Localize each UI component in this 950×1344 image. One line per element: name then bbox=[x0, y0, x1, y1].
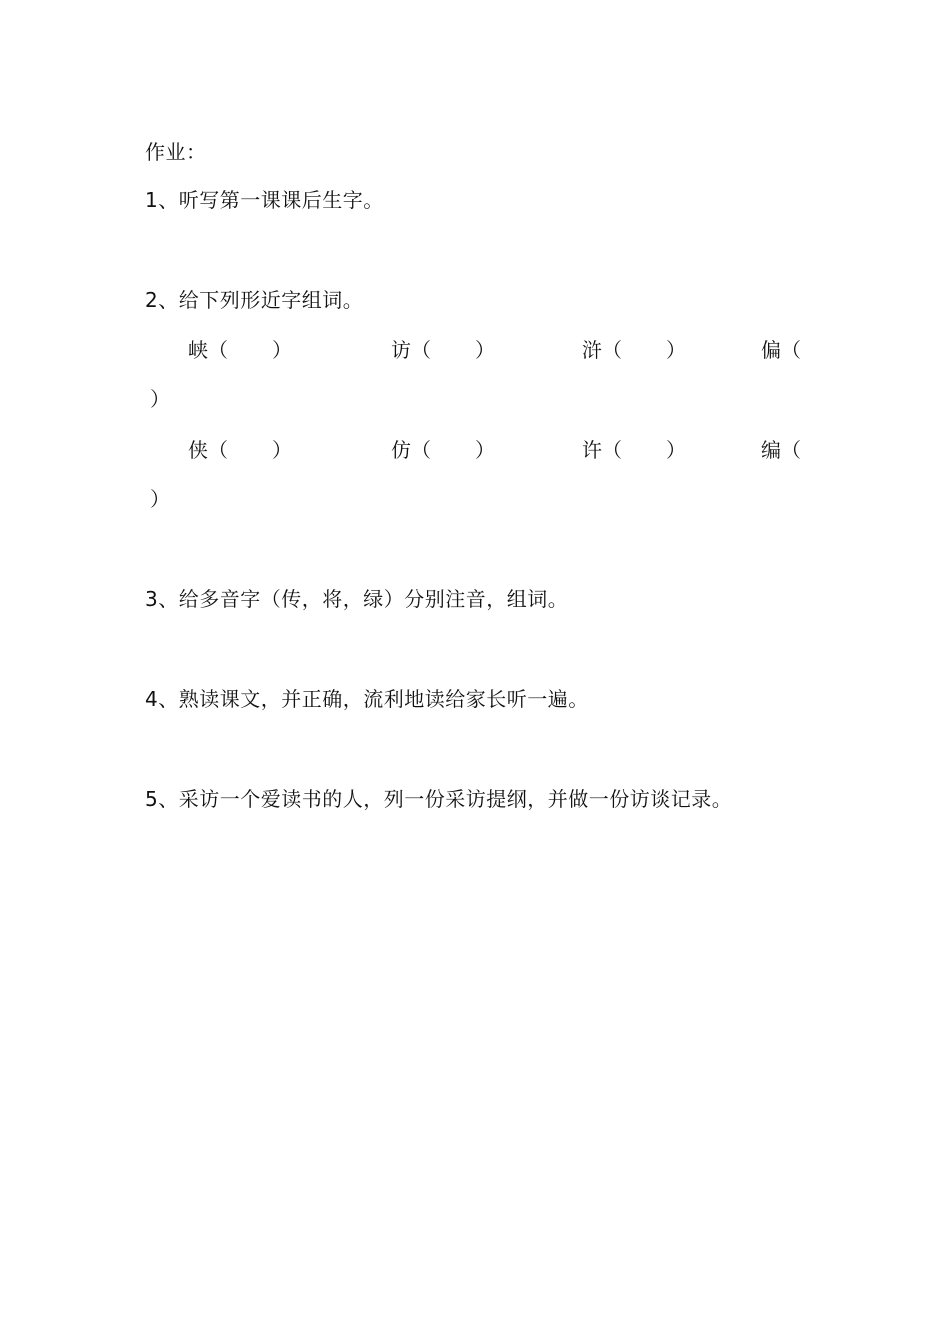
word-group-cell bbox=[761, 337, 801, 363]
close-paren: ） bbox=[475, 338, 495, 362]
character: 许 bbox=[582, 438, 602, 462]
homework-item-3: 3、给多音字（传，将，绿）分别注音，组词。 bbox=[145, 587, 569, 611]
open-paren: （ bbox=[411, 338, 431, 362]
word-group-cell bbox=[391, 437, 495, 463]
open-paren: （ bbox=[602, 338, 622, 362]
word-group-cell bbox=[188, 437, 292, 463]
open-paren: （ bbox=[602, 438, 622, 462]
open-paren: （ bbox=[781, 338, 801, 362]
word-group-cell bbox=[582, 437, 686, 463]
close-paren: ） bbox=[475, 438, 495, 462]
word-group-cell bbox=[582, 337, 686, 363]
character: 访 bbox=[391, 338, 411, 362]
homework-heading: 作业： bbox=[145, 140, 207, 164]
close-paren: ） bbox=[272, 338, 292, 362]
character: 侠 bbox=[188, 438, 208, 462]
homework-item-2: 2、给下列形近字组词。 bbox=[145, 288, 364, 312]
homework-item-1: 1、听写第一课课后生字。 bbox=[145, 188, 384, 212]
open-paren: （ bbox=[208, 338, 228, 362]
character: 偏 bbox=[761, 338, 781, 362]
close-paren: ） bbox=[150, 387, 170, 411]
close-paren: ） bbox=[666, 338, 686, 362]
close-paren: ） bbox=[666, 438, 686, 462]
word-group-cell bbox=[391, 337, 495, 363]
close-paren: ） bbox=[272, 438, 292, 462]
homework-item-4: 4、熟读课文，并正确，流利地读给家长听一遍。 bbox=[145, 687, 589, 711]
open-paren: （ bbox=[208, 438, 228, 462]
word-group-cell bbox=[761, 437, 801, 463]
open-paren: （ bbox=[781, 438, 801, 462]
character: 编 bbox=[761, 438, 781, 462]
character: 浒 bbox=[582, 338, 602, 362]
close-paren: ） bbox=[150, 487, 170, 511]
homework-item-5: 5、采访一个爱读书的人，列一份采访提纲，并做一份访谈记录。 bbox=[145, 787, 733, 811]
word-group-cell bbox=[188, 337, 292, 363]
character: 仿 bbox=[391, 438, 411, 462]
character: 峡 bbox=[188, 338, 208, 362]
open-paren: （ bbox=[411, 438, 431, 462]
